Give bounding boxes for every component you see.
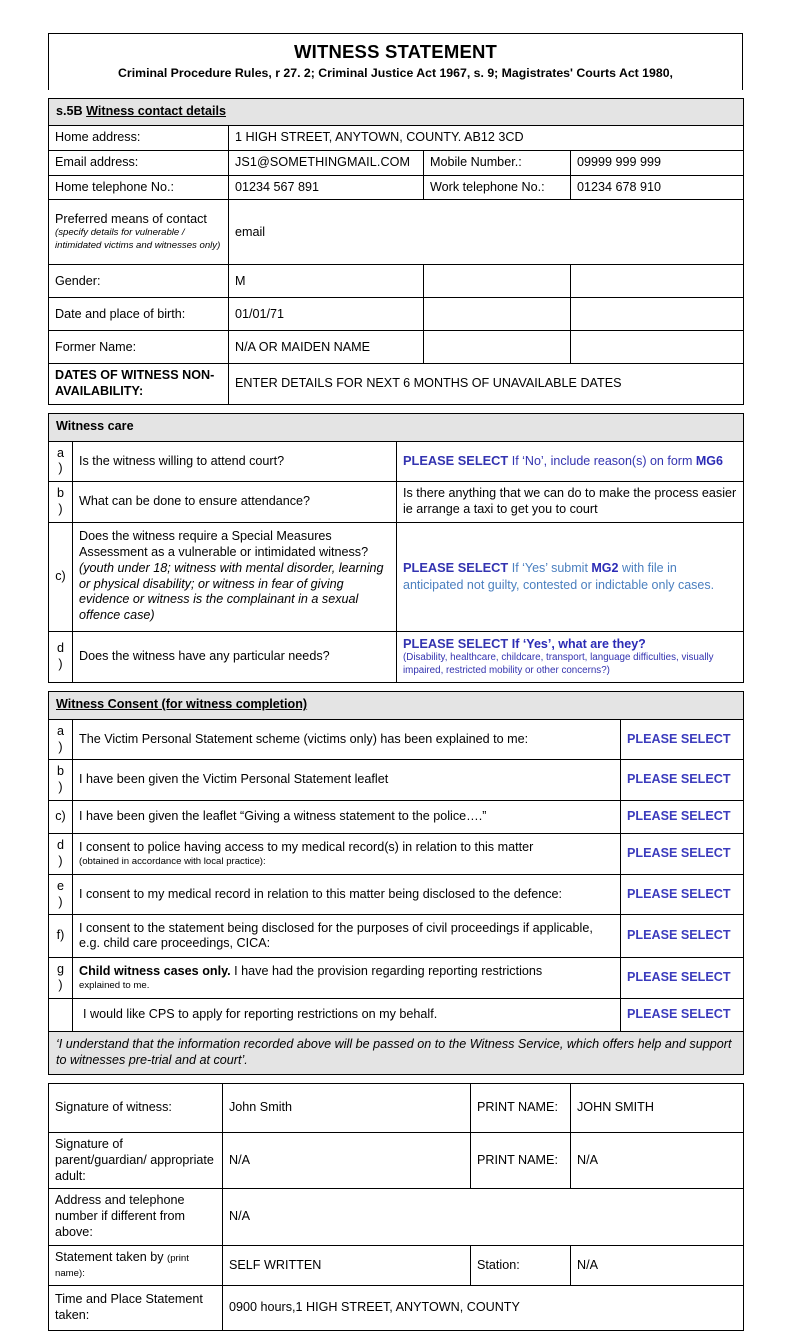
consent-select-cps[interactable]: PLEASE SELECT bbox=[621, 998, 744, 1031]
witness-care-question-c: Does the witness require a Special Measures Assessment as a vulnerable or intimidated witness? bbox=[79, 529, 369, 560]
consent-text-a: The Victim Personal Statement scheme (victims only) has been explained to me: bbox=[73, 719, 621, 759]
time-place-row bbox=[49, 1286, 744, 1331]
witness-contact-details-table bbox=[48, 98, 744, 405]
consent-row-b bbox=[49, 760, 744, 800]
consent-select-c[interactable]: PLEASE SELECT bbox=[621, 800, 744, 833]
consent-letter-d bbox=[49, 833, 73, 874]
former-name-empty-cell-2[interactable] bbox=[571, 331, 744, 364]
consent-letter-g-text: g) bbox=[56, 962, 64, 993]
gender-empty-cell-2[interactable] bbox=[571, 265, 744, 298]
guardian-signature-row bbox=[49, 1133, 744, 1189]
consent-text-f: I consent to the statement being disclosed for the purposes of civil proceedings if applicable, e.g. child care proceedings, CICA: bbox=[73, 915, 621, 958]
gender-empty-cell-1[interactable] bbox=[424, 265, 571, 298]
gender-row bbox=[49, 265, 744, 298]
former-name-value[interactable]: N/A OR MAIDEN NAME bbox=[229, 331, 424, 364]
witness-consent-header-row bbox=[49, 692, 744, 720]
spacer-after-care bbox=[48, 683, 743, 691]
witness-care-table bbox=[48, 413, 744, 683]
consent-row-c bbox=[49, 800, 744, 833]
consent-letter-e: e) bbox=[49, 874, 73, 914]
consent-text-c: I have been given the leaflet “Giving a witness statement to the police….” bbox=[73, 800, 621, 833]
witness-consent-table bbox=[48, 691, 744, 1075]
witness-care-answer-c-text1: If ‘Yes’ submit bbox=[508, 560, 592, 575]
statement-taken-by-row bbox=[49, 1245, 744, 1285]
witness-care-answer-b[interactable]: Is there anything that we can do to make the process easier ie arrange a taxi to get you to court bbox=[397, 482, 744, 522]
consent-row-f bbox=[49, 915, 744, 958]
please-select-d[interactable]: PLEASE SELECT bbox=[403, 635, 509, 651]
consent-row-a bbox=[49, 719, 744, 759]
time-place-value[interactable]: 0900 hours,1 HIGH STREET, ANYTOWN, COUNTY bbox=[223, 1286, 744, 1331]
signature-table bbox=[48, 1083, 744, 1331]
witness-care-row-d bbox=[49, 631, 744, 683]
former-name-empty-cell-1[interactable] bbox=[424, 331, 571, 364]
consent-text-g-bold: Child witness cases only. bbox=[79, 963, 231, 978]
telephone-row bbox=[49, 175, 744, 200]
preferred-contact-label: Preferred means of contact bbox=[55, 211, 207, 226]
witness-care-question-c-note: (youth under 18; witness with mental disorder, learning or physical disability; or witness in fear of giving evidence or witness is the complainant in a sexual offence case) bbox=[79, 560, 384, 623]
home-telephone-label: Home telephone No.: bbox=[49, 175, 229, 200]
witness-care-answer-a[interactable] bbox=[397, 441, 744, 481]
spacer-after-contact bbox=[48, 405, 743, 413]
witness-care-question-a: Is the witness willing to attend court? bbox=[73, 441, 397, 481]
home-address-label: Home address: bbox=[49, 126, 229, 151]
station-label: Station: bbox=[471, 1245, 571, 1285]
print-name-value-1[interactable]: JOHN SMITH bbox=[571, 1084, 744, 1133]
non-availability-label: DATES OF WITNESS NON-AVAILABILITY: bbox=[49, 364, 229, 404]
consent-letter-b: b) bbox=[49, 760, 73, 800]
title-spacer bbox=[48, 90, 743, 98]
witness-signature-row bbox=[49, 1084, 744, 1133]
witness-signature-label: Signature of witness: bbox=[49, 1084, 223, 1133]
contact-section-header-row bbox=[49, 98, 744, 126]
consent-row-g bbox=[49, 958, 744, 998]
document-title-block bbox=[48, 33, 743, 90]
guardian-signature-value[interactable]: N/A bbox=[223, 1133, 471, 1189]
time-place-label: Time and Place Statement taken: bbox=[49, 1286, 223, 1331]
witness-signature-value[interactable]: John Smith bbox=[223, 1084, 471, 1133]
witness-care-answer-c-text2: with file in anticipated not guilty, contested or indictable only cases. bbox=[403, 560, 715, 592]
email-address-label: Email address: bbox=[49, 151, 229, 176]
non-availability-row bbox=[49, 364, 744, 404]
form-sheet bbox=[48, 33, 743, 1331]
witness-care-answer-c-form: MG2 bbox=[591, 560, 619, 575]
witness-care-row-a bbox=[49, 441, 744, 481]
witness-care-answer-c[interactable] bbox=[397, 522, 744, 631]
preferred-contact-row bbox=[49, 200, 744, 265]
witness-care-answer-a-form: MG6 bbox=[695, 454, 723, 469]
mobile-number-label: Mobile Number.: bbox=[424, 151, 571, 176]
print-name-value-2[interactable]: N/A bbox=[571, 1133, 744, 1189]
consent-text-b: I have been given the Victim Personal Statement leaflet bbox=[73, 760, 621, 800]
witness-care-answer-d[interactable] bbox=[397, 631, 744, 683]
consent-text-d: I consent to police having access to my medical record(s) in relation to this matter bbox=[79, 839, 534, 854]
please-select-a[interactable]: PLEASE SELECT bbox=[403, 453, 509, 469]
understanding-note: ‘I understand that the information recorded above will be passed on to the Witness Service, which offers help and support to witnesses pre-trial and at court’. bbox=[49, 1031, 744, 1074]
consent-select-d[interactable]: PLEASE SELECT bbox=[621, 833, 744, 874]
understanding-note-row bbox=[49, 1031, 744, 1074]
consent-letter-f: f) bbox=[49, 915, 73, 958]
dob-label: Date and place of birth: bbox=[49, 298, 229, 331]
gender-label: Gender: bbox=[49, 265, 229, 298]
witness-care-header-row bbox=[49, 413, 744, 441]
consent-letter-cps bbox=[49, 998, 73, 1031]
statement-taken-by-label: Statement taken by bbox=[55, 1249, 164, 1264]
witness-care-letter-a: a) bbox=[49, 441, 73, 481]
home-telephone-value[interactable]: 01234 567 891 bbox=[229, 175, 424, 200]
witness-care-question-d: Does the witness have any particular needs? bbox=[73, 631, 397, 683]
contact-section-header bbox=[49, 98, 744, 126]
consent-letter-g bbox=[49, 958, 73, 998]
preferred-contact-note: (specify details for vulnerable / intimidated victims and witnesses only) bbox=[55, 227, 221, 252]
consent-text-d-cell bbox=[73, 833, 621, 874]
consent-text-e: I consent to my medical record in relation to this matter being disclosed to the defence: bbox=[73, 874, 621, 914]
print-name-label-2: PRINT NAME: bbox=[471, 1133, 571, 1189]
witness-care-letter-c: c) bbox=[49, 522, 73, 631]
former-name-row bbox=[49, 331, 744, 364]
consent-letter-d-text: d) bbox=[56, 838, 64, 868]
witness-care-row-c bbox=[49, 522, 744, 631]
home-address-value[interactable]: 1 HIGH STREET, ANYTOWN, COUNTY. AB12 3CD bbox=[229, 126, 744, 151]
mobile-number-value[interactable]: 09999 999 999 bbox=[571, 151, 744, 176]
section-prefix: s.5B bbox=[56, 103, 83, 118]
page-title: WITNESS STATEMENT bbox=[293, 41, 498, 62]
consent-text-g-cell bbox=[73, 958, 621, 998]
consent-note-d: (obtained in accordance with local practice): bbox=[79, 855, 266, 867]
work-telephone-value[interactable]: 01234 678 910 bbox=[571, 175, 744, 200]
consent-letter-c: c) bbox=[49, 800, 73, 833]
consent-letter-a: a) bbox=[49, 719, 73, 759]
witness-care-answer-d-text: If ‘Yes’, what are they? bbox=[508, 636, 646, 651]
consent-select-g[interactable]: PLEASE SELECT bbox=[621, 958, 744, 998]
address-different-label: Address and telephone number if different from above: bbox=[49, 1189, 223, 1245]
consent-text-g: I have had the provision regarding reporting restrictions bbox=[230, 963, 543, 978]
witness-consent-header-text: Witness Consent (for witness completion) bbox=[56, 697, 308, 712]
dob-value[interactable]: 01/01/71 bbox=[229, 298, 424, 331]
preferred-contact-label-cell bbox=[49, 200, 229, 265]
witness-care-question-b: What can be done to ensure attendance? bbox=[73, 482, 397, 522]
section-title: Witness contact details bbox=[86, 103, 226, 118]
work-telephone-label: Work telephone No.: bbox=[424, 175, 571, 200]
dob-empty-cell-2[interactable] bbox=[571, 298, 744, 331]
consent-select-e[interactable]: PLEASE SELECT bbox=[621, 874, 744, 914]
statement-taken-by-value[interactable]: SELF WRITTEN bbox=[223, 1245, 471, 1285]
address-row bbox=[49, 1189, 744, 1245]
spacer-after-consent bbox=[48, 1075, 743, 1083]
witness-care-letter-b: b) bbox=[49, 482, 73, 522]
witness-care-letter-d: d) bbox=[49, 631, 73, 683]
consent-text-cps: I would like CPS to apply for reporting restrictions on my behalf. bbox=[73, 998, 621, 1031]
gender-value[interactable]: M bbox=[229, 265, 424, 298]
home-address-row bbox=[49, 126, 744, 151]
consent-select-f[interactable]: PLEASE SELECT bbox=[621, 915, 744, 958]
consent-select-a[interactable]: PLEASE SELECT bbox=[621, 719, 744, 759]
witness-care-answer-d-note: (Disability, healthcare, childcare, transport, language difficulties, visually impaired, restricted mobility or other concerns?) bbox=[403, 652, 714, 677]
witness-consent-header bbox=[49, 692, 744, 720]
former-name-label: Former Name: bbox=[49, 331, 229, 364]
statement-taken-by-note: (print name): bbox=[55, 1252, 189, 1280]
consent-row-cps bbox=[49, 998, 744, 1031]
consent-row-e bbox=[49, 874, 744, 914]
witness-care-question-c-cell bbox=[73, 522, 397, 631]
please-select-c[interactable]: PLEASE SELECT bbox=[403, 559, 509, 575]
dob-row bbox=[49, 298, 744, 331]
consent-select-b[interactable]: PLEASE SELECT bbox=[621, 760, 744, 800]
preferred-contact-value[interactable]: email bbox=[229, 200, 744, 265]
address-different-value[interactable]: N/A bbox=[223, 1189, 744, 1245]
station-value[interactable]: N/A bbox=[571, 1245, 744, 1285]
statement-taken-by-label-cell bbox=[49, 1245, 223, 1285]
witness-care-header: Witness care bbox=[49, 413, 744, 441]
witness-care-answer-a-text: If ‘No’, include reason(s) on form bbox=[508, 454, 696, 469]
email-row bbox=[49, 151, 744, 176]
page-subtitle: Criminal Procedure Rules, r 27. 2; Criminal Justice Act 1967, s. 9; Magistrates' Courts Act 1980, bbox=[118, 66, 673, 81]
email-address-value[interactable]: JS1@SOMETHINGMAIL.COM bbox=[229, 151, 424, 176]
print-name-label-1: PRINT NAME: bbox=[471, 1084, 571, 1133]
guardian-signature-label: Signature of parent/guardian/ appropriate adult: bbox=[49, 1133, 223, 1189]
non-availability-value[interactable]: ENTER DETAILS FOR NEXT 6 MONTHS OF UNAVAILABLE DATES bbox=[229, 364, 744, 404]
consent-note-g: explained to me. bbox=[79, 979, 150, 991]
dob-empty-cell-1[interactable] bbox=[424, 298, 571, 331]
consent-row-d bbox=[49, 833, 744, 874]
witness-care-row-b bbox=[49, 482, 744, 522]
